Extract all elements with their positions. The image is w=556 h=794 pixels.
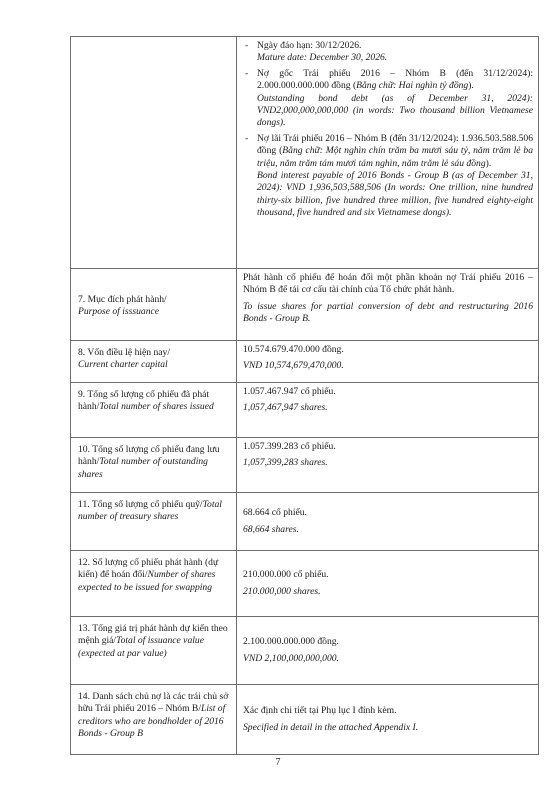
table-row [71,685,539,755]
label-vi: 7. Mục đích phát hành/ [78,293,167,305]
label-cell-empty [71,37,237,269]
value-vi: Phát hành cổ phiếu để hoán đổi một phần khoản nợ Trái phiếu 2016 – Nhóm B để tái cơ cấu tài chính của Tổ chức phát hành. [243,272,533,296]
table-row [71,551,539,617]
label-cell [71,493,237,551]
value-cell [237,685,539,755]
value-cell [237,551,539,617]
value-en: VND 10,574,679,470,000. [243,360,344,372]
label-cell [71,269,237,341]
value-cell [237,269,539,341]
label-en: List of creditors who are bondholder of 2016 Bonds - Group B [78,703,226,740]
table-row [71,37,539,269]
label-cell [71,551,237,617]
label-vi: 14. Danh sách chủ nợ là các trái chủ sở hữu Trái phiếu 2016 – Nhóm B/ [78,691,229,715]
table-row [71,617,539,685]
value-en: Specified in detail in the attached Appendix I. [243,721,419,733]
value-en: 210.000,000 shares. [243,585,321,597]
value-cell [237,493,539,551]
list-item [243,68,533,130]
value-en: VND 2,100,000,000,000. [243,652,339,664]
value-vi: 1.057.399.283 cổ phiếu. [243,441,336,452]
value-vi: 210.000.000 cổ phiếu. [243,569,329,581]
label-vi: 12. Số lượng cổ phiếu phát hành (dự kiến) để hoán đổi/ [78,557,219,581]
interest-debt-en: Bond interest payable of 2016 Bonds - Group B (as of December 31, 2024): VND 1,936,503,588,506 (In words: One trillion, nine hundred thirty-six billion, five hundred three million, five hundred eighty-eight thousand, five hundred and six Vietnamese dongs). [257,170,533,219]
maturity-date-vi: Ngày đáo hạn: 30/12/2026. [257,40,362,51]
value-en: 68,664 shares. [243,523,299,535]
label-cell [71,617,237,685]
label-en: Total of issuance value (expected at par value) [78,635,204,659]
value-cell [237,438,539,493]
maturity-date-en: Mature date: December 30, 2026. [257,52,388,64]
table-row [71,269,539,341]
value-vi: 2.100.000.000.000 đồng. [243,636,339,648]
table-row [71,383,539,438]
label-vi: 11. Tổng số lượng cổ phiếu quỹ/ [78,499,203,510]
label-vi: 10. Tổng số lượng cổ phiếu đang lưu hành/ [78,444,220,468]
label-en: Current charter capital [78,359,168,371]
label-en: Total number of shares issued [99,401,214,413]
value-en: 1,057,467,947 shares. [243,402,328,414]
interest-debt-vi: Nợ lãi Trái phiếu 2016 – Nhóm B (đến 31/12/2024): 1.936.503.588.506 đồng (Bằng chữ: Một nghìn chín trăm ba mươi sáu tỷ, năm trăm lẻ ba triệu, năm trăm tám mươi tám nghìn, năm trăm lẻ sáu đồng). [257,132,533,169]
value-cell [237,617,539,685]
principal-debt-vi: Nợ gốc Trái phiếu 2016 – Nhóm B (đến 31/12/2024): 2.000.000.000.000 đồng (Bằng chữ: Hai nghìn tỷ đồng). [257,67,533,92]
label-en: Total number of treasury shares [78,499,222,523]
label-cell [71,341,237,383]
value-en: To issue shares for partial conversion of debt and restructuring 2016 Bonds - Group B. [243,300,533,325]
label-cell [71,383,237,438]
value-cell [237,383,539,438]
table-row [71,438,539,493]
value-vi: 68.664 cổ phiếu. [243,507,307,519]
principal-debt-en: Outstanding bond debt (as of December 31, 2024): VND2,000,000,000,000 (in words: Two thousand billion Vietnamese dongs). [257,92,533,129]
value-en: 1,057,399,283 shares. [243,457,328,469]
label-cell [71,685,237,755]
page-number: 7 [275,757,281,768]
label-en: Total number of outstanding shares [78,456,208,480]
value-vi: Xác định chi tiết tại Phụ lục I đính kèm. [243,705,397,717]
label-en: Purpose of isssuance [78,306,160,317]
bond-details-list [243,40,533,220]
issuance-info-table [70,36,539,755]
label-vi: 9. Tổng số lượng cổ phiếu đã phát hành/ [78,389,210,413]
bond-details-cell [237,37,539,269]
table-row [71,341,539,383]
label-cell [71,438,237,493]
label-en: Number of shares expected to be issued for swapping [78,569,216,593]
label-vi: 8. Vốn điều lệ hiện nay/ [78,347,171,358]
value-cell [237,341,539,383]
label-vi: 13. Tổng giá trị phát hành dự kiến theo mệnh giá/ [78,623,228,647]
value-vi: 1.057.467.947 cổ phiếu. [243,386,336,397]
list-item [243,40,533,65]
value-vi: 10.574.679.470.000 đồng. [243,344,344,355]
table-row [71,493,539,551]
list-item [243,133,533,220]
